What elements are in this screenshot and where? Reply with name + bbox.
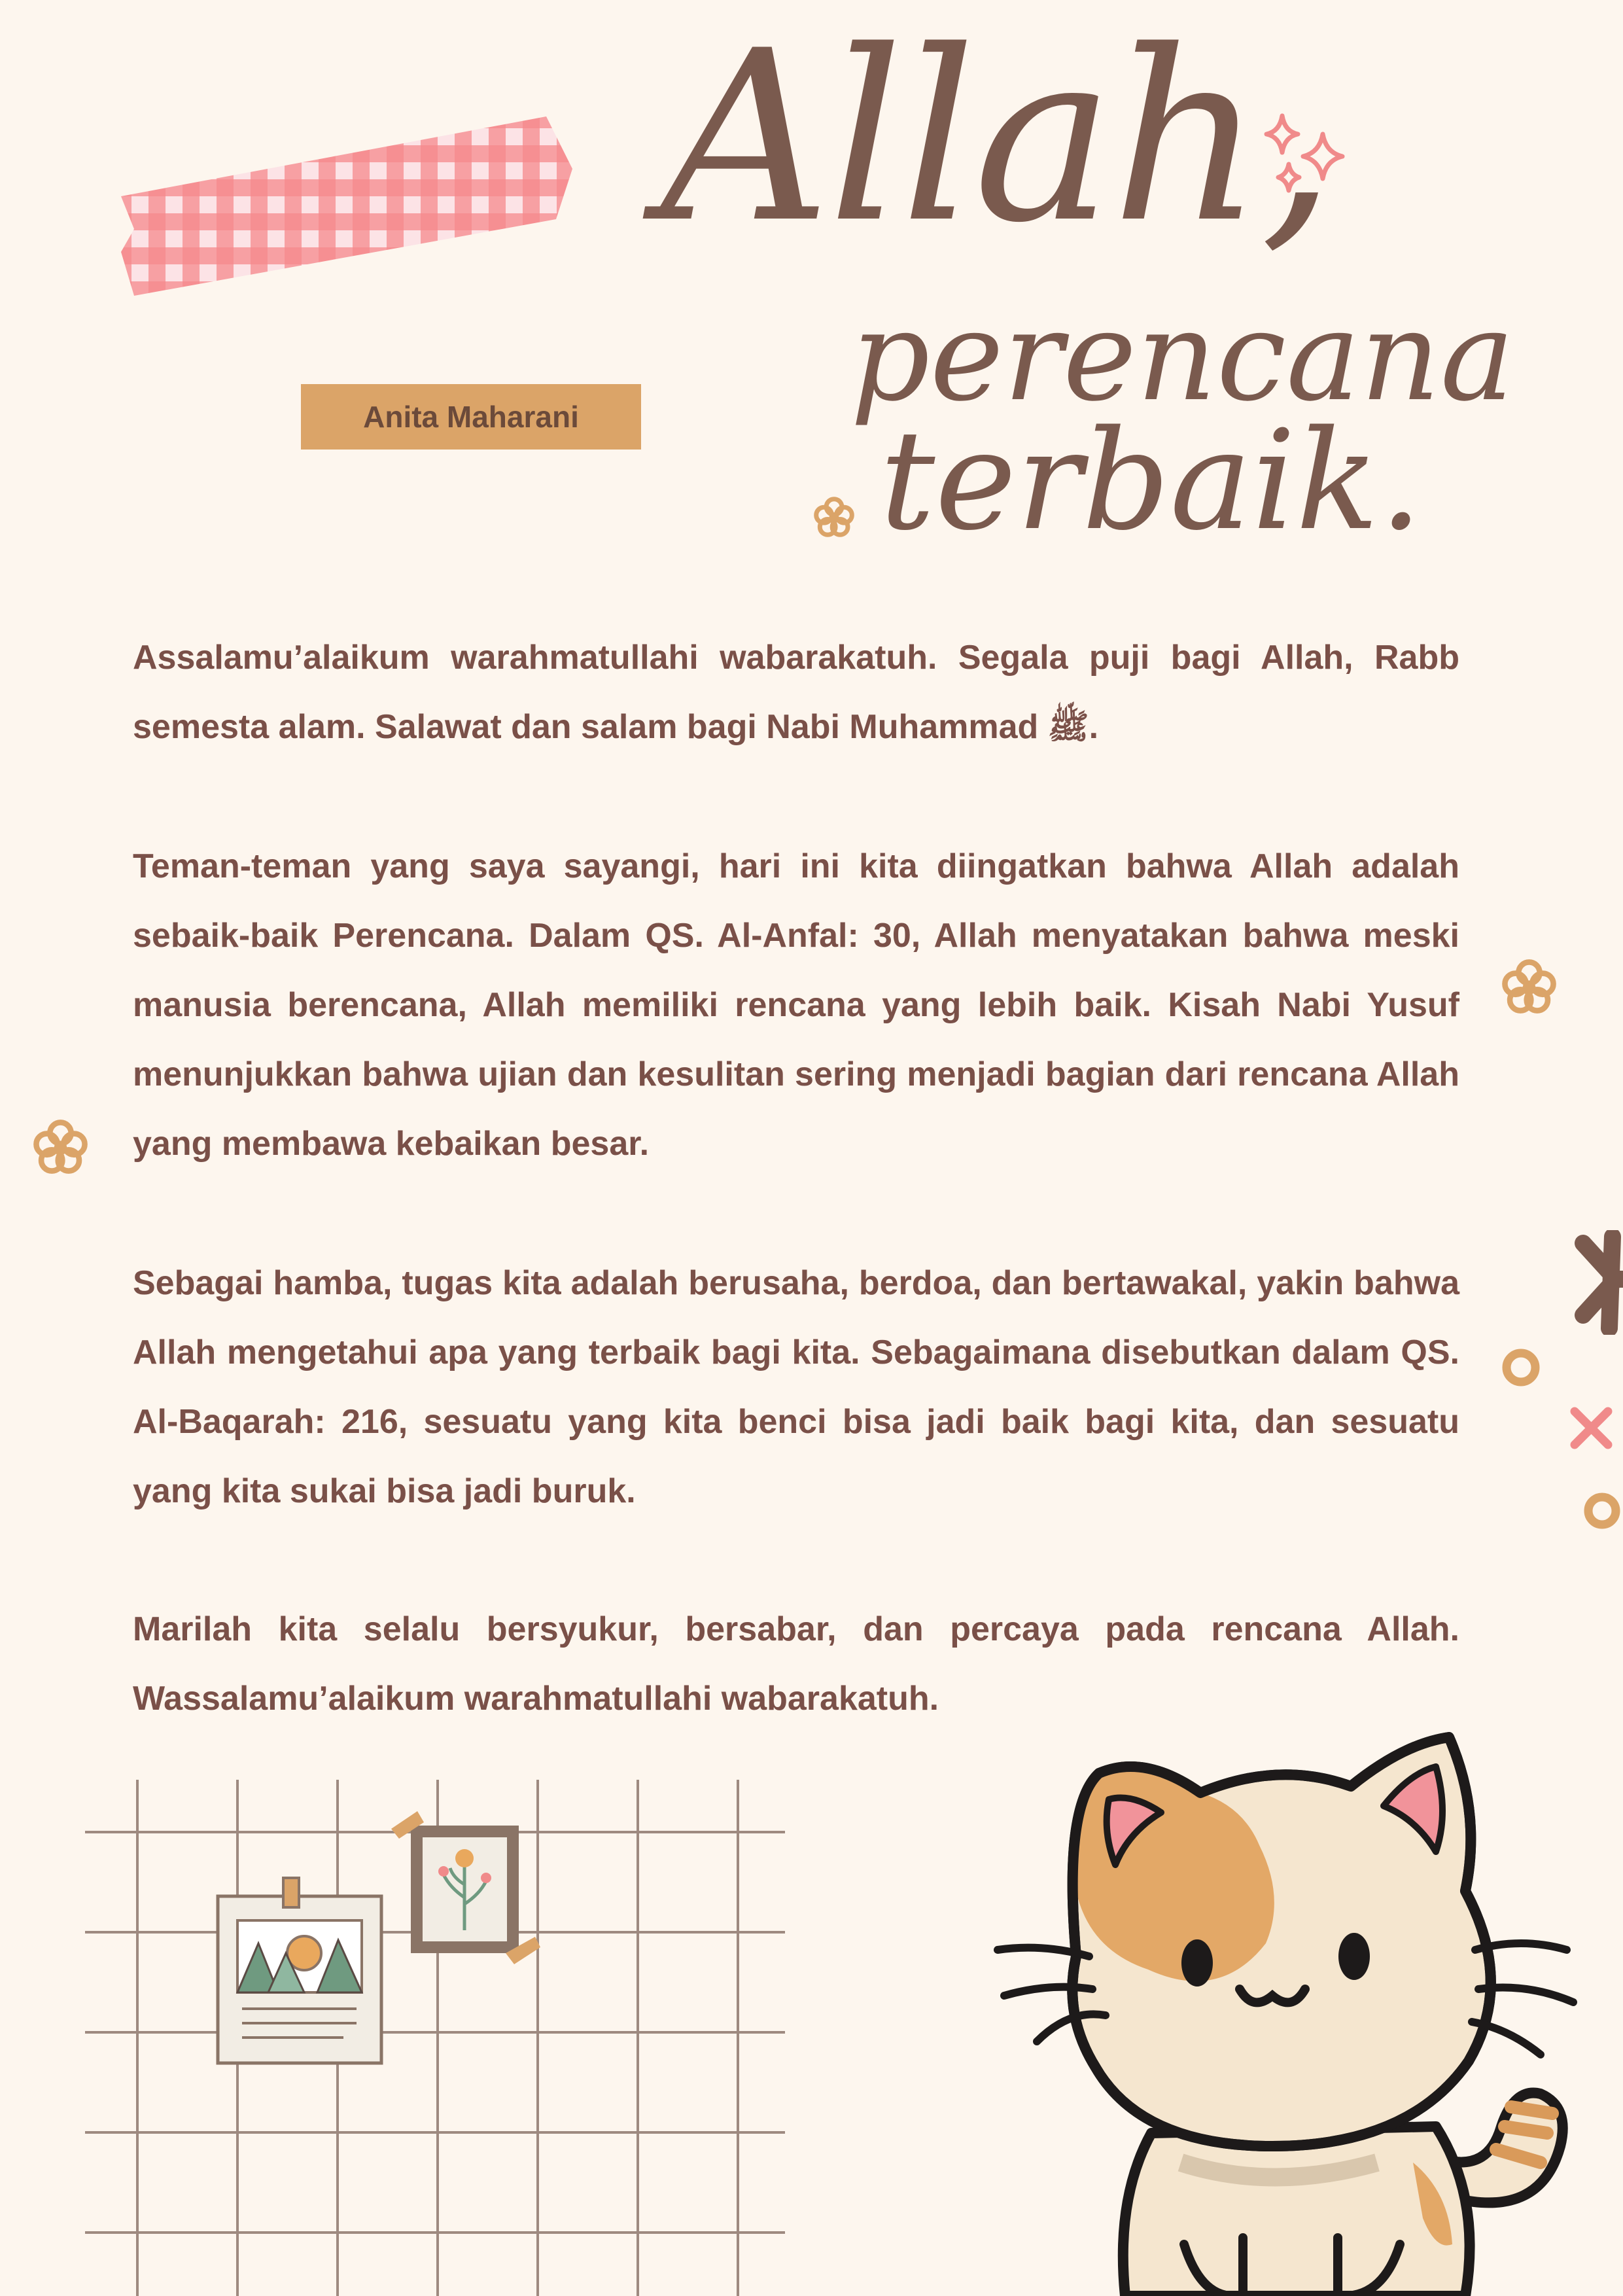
landscape-photo (213, 1871, 389, 2068)
sparkle-icon (1256, 108, 1354, 206)
paragraph-tawakal: Sebagai hamba, tugas kita adalah berusaha, berdoa, dan bertawakal, yakin bahwa Allah mengetahui apa yang terbaik bagi kita. Sebagaimana disebutkan dalam QS. Al-Baqarah: 216, sesuatu yang kita benci bisa jadi baik bagi kita, dan sesuatu yang kita sukai bisa jadi buruk. (133, 1264, 1459, 1510)
paragraph-main: Teman-teman yang saya sayangi, hari ini kita diingatkan bahwa Allah adalah sebaik-baik Perencana. Dalam QS. Al-Anfal: 30, Allah menyatakan bahwa meski manusia berencana, Allah memiliki rencana yang lebih baik. Kisah Nabi Yusuf menunjukkan bahwa ujian dan kesulitan sering menjadi bagian dari rencana Allah yang membawa kebaikan besar. (133, 847, 1459, 1163)
paragraph-closing: Marilah kita selalu bersyukur, bersabar, dan percaya pada rencana Allah. Wassalamu’alaikum warahmatullahi wabarakatuh. (133, 1610, 1459, 1718)
framed-flower-picture (391, 1806, 545, 1976)
title-main: Allah, (661, 0, 1333, 274)
gingham-tape (114, 111, 579, 308)
cat-illustration (985, 1675, 1593, 2296)
title-subtitle-line2: terbaik. (880, 400, 1423, 561)
title-subtitle-line1: perencana (850, 284, 1515, 429)
dot-icon (1501, 1348, 1541, 1387)
x-mark-icon (1570, 1230, 1623, 1335)
dot-icon (1583, 1492, 1621, 1530)
paragraph-greeting: Assalamu’alaikum warahmatullahi wabarakatuh. Segala puji bagi Allah, Rabb semesta alam. Salawat dan salam bagi Nabi Muhammad ﷺ. (133, 639, 1459, 746)
author-badge: Anita Maharani (301, 384, 641, 450)
x-mark-icon (1567, 1404, 1616, 1453)
flower-icon (29, 1116, 92, 1178)
flower-icon (1498, 955, 1560, 1017)
flower-icon (811, 494, 857, 540)
